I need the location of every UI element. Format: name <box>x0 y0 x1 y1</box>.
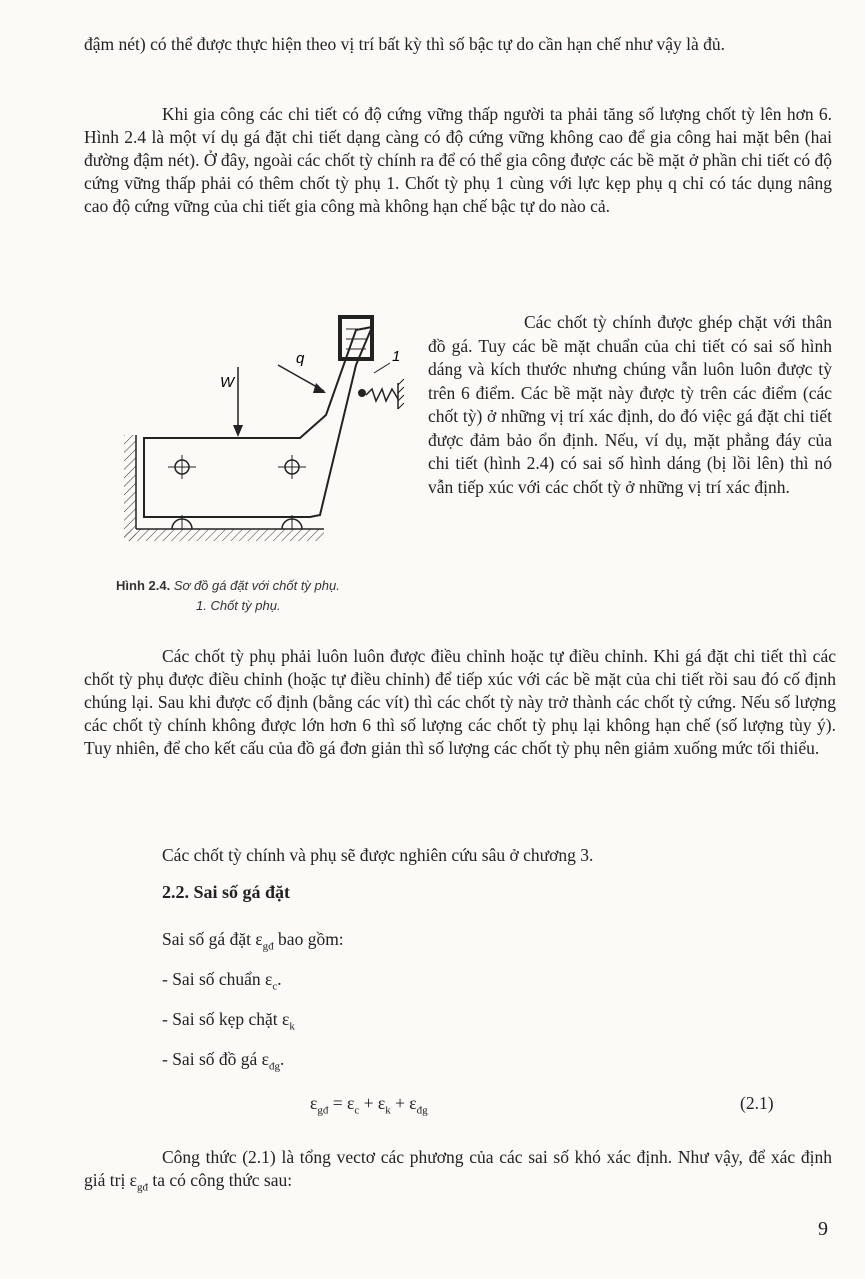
paragraph-main-pins: Các chốt tỳ chính được ghép chặt với thân đồ gá. Tuy các bề mặt chuẩn của chi tiết có sai số hình dáng và kích thước nhưng chúng vẫn luôn luôn được tỳ trên 6 điểm. Các bề mặt này được tỳ trên các điểm (các chốt tỳ) ở những vị trí xác định, do đó việc gá đặt chi tiết được đảm bảo ổn định. Nếu, ví dụ, mặt phẳng đáy của chi tiết (hình 2.4) có sai số hình dáng (bị lồi lên) thì nó vẫn tiếp xúc với các chốt tỳ ở những vị trí xác định. <box>428 312 832 497</box>
base-plate <box>124 529 324 541</box>
caption-text: Sơ đồ gá đặt với chốt tỳ phụ. <box>173 578 340 593</box>
fixture-diagram <box>110 305 420 575</box>
paragraph-after-formula: Công thức (2.1) là tổng vectơ các phương của các sai số khó xác định. Như vậy, để xác định giá trị $\varepsilon_{gđ}$ ta có công thức sau: <box>84 1147 832 1194</box>
paragraph-continuation: đậm nét) có thể được thực hiện theo vị trí bất kỳ thì số bậc tự do cần hạn chế như vậy là đủ. <box>84 34 726 54</box>
section-intro: Sai số gá đặt $\varepsilon_{gđ}$ bao gồm: <box>162 929 344 953</box>
list-item-kep-chat: - Sai số kẹp chặt $\varepsilon_k$ <box>162 1009 295 1033</box>
paragraph-chapter-ref: Các chốt tỳ chính và phụ sẽ được nghiên cứu sâu ở chương 3. <box>162 845 594 865</box>
label-w: W <box>220 374 235 391</box>
section-heading: 2.2. Sai số gá đặt <box>162 882 291 902</box>
side-pin-1 <box>168 455 196 479</box>
label-q: q <box>296 350 305 367</box>
list-item-chuan: - Sai số chuẩn $\varepsilon_c$. <box>162 969 282 993</box>
auxiliary-pin-1 <box>358 363 404 409</box>
figure-2-4 <box>110 305 420 575</box>
equation-number: (2.1) <box>740 1093 774 1113</box>
workpiece <box>144 327 372 517</box>
paragraph-low-rigidity: Khi gia công các chi tiết có độ cứng vững thấp người ta phải tăng số lượng chốt tỳ lên hơn 6. Hình 2.4 là một ví dụ gá đặt chi tiết dạng càng có độ cứng vững không cao để gia công hai mặt bên (hai đường đậm nét). Ở đây, ngoài các chốt tỳ chính ra để có thể gia công được các bề mặt ở phần chi tiết có độ cứng vững thấp phải có thêm chốt tỳ phụ 1. Chốt tỳ phụ 1 cùng với lực kẹp phụ q chỉ có tác dụng nâng cao độ cứng vững của chi tiết gia công mà không hạn chế bậc tự do nào cả. <box>84 104 832 216</box>
side-pin-2 <box>278 455 306 479</box>
list-item-do-ga: - Sai số đồ gá $\varepsilon_{đg}$. <box>162 1049 285 1073</box>
caption-sub: 1. Chốt tỳ phụ. <box>196 598 281 613</box>
label-1: 1 <box>392 348 401 365</box>
figure-caption <box>116 577 340 594</box>
formula-2-1: $\varepsilon_{gđ} = \varepsilon_c + \varepsilon_k + \varepsilon_{đg}$ <box>310 1093 428 1117</box>
caption-number: Hình 2.4. <box>116 578 171 593</box>
side-wall <box>124 435 136 541</box>
page-number: 9 <box>818 1218 828 1240</box>
paragraph-auxiliary-pins: Các chốt tỳ phụ phải luôn luôn được điều chỉnh hoặc tự điều chỉnh. Khi gá đặt chi tiết thì các chốt tỳ phụ được điều chỉnh (hoặc tự điều chỉnh) để tiếp xúc với các bề mặt của chi tiết rồi sau đó cố định chúng lại. Sau khi được cố định (bằng các vít) thì các chốt tỳ này trở thành các chốt tỳ cứng. Nếu số lượng các chốt tỳ chính không được lớn hơn 6 thì số lượng các chốt tỳ phụ lại không hạn chế (số lượng tùy ý). Tuy nhiên, để cho kết cấu của đồ gá đơn giản thì số lượng các chốt tỳ phụ nên giảm xuống mức tối thiểu. <box>84 646 836 758</box>
